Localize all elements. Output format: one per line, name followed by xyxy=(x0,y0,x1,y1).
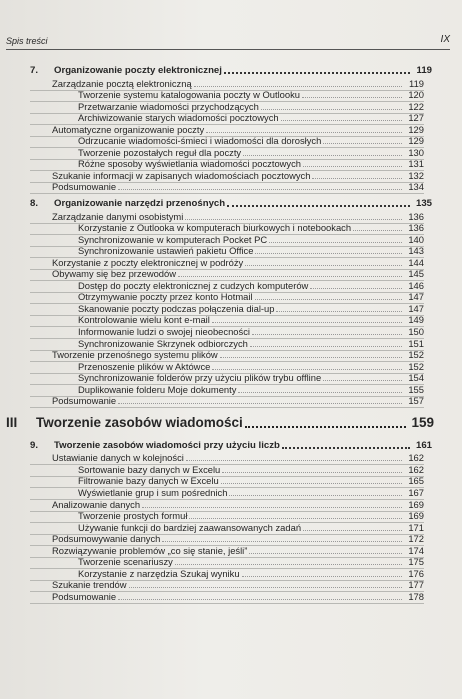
toc-entry xyxy=(30,180,424,194)
toc-number: III xyxy=(6,414,18,430)
toc-page-number: 120 xyxy=(408,89,424,101)
toc-title: Szukanie trendów xyxy=(52,579,127,591)
toc-title: Skanowanie poczty podczas połączenia dial-up xyxy=(78,302,275,314)
toc-title: Kontrolowanie wielu kont e-mail xyxy=(78,314,210,326)
dot-leader xyxy=(323,380,402,381)
toc-page-number: 155 xyxy=(408,383,424,395)
toc-chapter xyxy=(30,197,432,210)
dot-leader xyxy=(323,143,402,144)
dot-leader xyxy=(129,587,402,588)
toc-page-number: 162 xyxy=(408,452,424,464)
dot-leader xyxy=(302,97,402,98)
toc-page-number: 150 xyxy=(408,326,424,337)
toc-title: Wyświetlanie grup i sum pośrednich xyxy=(78,487,228,498)
toc-page-number: 174 xyxy=(408,544,424,556)
dot-leader xyxy=(353,230,402,231)
toc-page-number: 149 xyxy=(408,314,424,326)
toc-label xyxy=(30,440,280,452)
toc-page-number: 176 xyxy=(408,567,424,579)
toc-page-number: 136 xyxy=(408,210,424,222)
toc-page-number: 127 xyxy=(408,112,424,124)
toc-page-number: 143 xyxy=(408,245,424,257)
toc-page-number: 130 xyxy=(408,146,424,158)
dot-leader xyxy=(220,357,402,358)
dot-leader xyxy=(162,541,402,542)
toc-page-number: 135 xyxy=(415,198,432,209)
dot-leader xyxy=(303,530,402,531)
dot-leader xyxy=(222,472,402,473)
toc-page-number: 136 xyxy=(408,222,424,234)
toc-chapter xyxy=(30,64,432,77)
dot-leader xyxy=(281,120,402,121)
toc-title: Informowanie ludzi o swojej nieobecności xyxy=(78,326,250,337)
toc-label xyxy=(30,65,222,77)
toc-title: Podsumowanie xyxy=(52,395,117,407)
toc-entry xyxy=(30,394,424,408)
toc-title: Analizowanie danych xyxy=(52,498,141,510)
toc-page-number: 119 xyxy=(409,77,424,89)
toc-page-number: 132 xyxy=(408,169,424,181)
toc-page-number: 161 xyxy=(415,439,432,451)
toc-title: Tworzenie prostych formuł xyxy=(78,510,188,522)
dot-leader xyxy=(276,311,402,312)
dot-leader xyxy=(303,166,402,167)
page-header xyxy=(6,33,450,50)
page-number: IX xyxy=(440,34,450,45)
toc-page-number: 169 xyxy=(408,510,424,522)
toc-page-number: 131 xyxy=(408,158,424,170)
toc-page-number: 157 xyxy=(408,395,424,407)
dot-leader xyxy=(255,253,402,254)
toc-page-number: 165 xyxy=(408,475,424,487)
toc-page-number: 172 xyxy=(408,533,424,545)
toc-page-number: 119 xyxy=(416,65,432,76)
toc-title: Tworzenie scenariuszy xyxy=(78,556,173,568)
toc-title: Duplikowanie folderu Moje dokumenty xyxy=(78,383,237,395)
dot-leader xyxy=(245,265,402,266)
toc-page-number: 169 xyxy=(408,498,424,510)
dot-leader xyxy=(224,72,410,74)
dot-leader xyxy=(118,189,402,190)
toc-page-number: 167 xyxy=(408,487,424,498)
dot-leader xyxy=(178,276,402,277)
toc-title: Podsumowanie xyxy=(52,181,117,193)
toc-page-number: 140 xyxy=(408,233,424,245)
toc-page-number: 122 xyxy=(408,100,424,112)
toc-page-number: 145 xyxy=(408,268,424,280)
toc-title: Różne sposoby wyświetlania wiadomości pocztowych xyxy=(78,158,302,170)
toc-title: Organizowanie poczty elektronicznej xyxy=(54,65,222,76)
toc-title: Rozwiązywanie problemów „co się stanie, jeśli” xyxy=(52,544,248,556)
toc-page-number: 147 xyxy=(408,302,424,314)
dot-leader xyxy=(245,426,406,428)
toc-page-number: 147 xyxy=(408,291,424,303)
dot-leader xyxy=(118,403,402,404)
toc-title: Tworzenie zasobów wiadomości przy użyciu liczb xyxy=(54,439,280,451)
toc-title: Synchronizowanie Skrzynek odbiorczych xyxy=(78,337,248,349)
toc-title: Tworzenie pozostałych reguł dla poczty xyxy=(78,146,242,158)
toc-title: Zarządzanie danymi osobistymi xyxy=(52,210,184,222)
dot-leader xyxy=(312,178,402,179)
toc-chapter xyxy=(30,439,432,452)
toc-label xyxy=(30,395,116,407)
toc-number: 8. xyxy=(30,198,39,209)
toc-page-number: 171 xyxy=(408,521,424,533)
toc-title: Tworzenie systemu katalogowania poczty w Outlooku xyxy=(78,89,300,101)
toc-page-number: 178 xyxy=(408,590,424,602)
toc-title: Tworzenie zasobów wiadomości xyxy=(36,414,243,430)
toc-title: Dostęp do poczty elektronicznej z cudzych komputerów xyxy=(78,279,309,291)
dot-leader xyxy=(255,299,402,300)
toc-title: Synchronizowanie w komputerach Pocket PC xyxy=(78,233,268,245)
dot-leader xyxy=(189,518,402,519)
toc-page-number: 129 xyxy=(408,123,424,135)
toc-title: Sortowanie bazy danych w Excelu xyxy=(78,463,221,475)
toc-page-number: 175 xyxy=(408,556,424,568)
toc-title: Zarządzanie pocztą elektroniczną xyxy=(52,77,192,89)
toc-title: Przenoszenie plików w Aktówce xyxy=(78,360,211,372)
toc-label xyxy=(6,415,243,432)
toc-page-number: 144 xyxy=(408,256,424,268)
dot-leader xyxy=(252,334,402,335)
toc-label xyxy=(30,181,116,193)
running-title: Spis treści xyxy=(6,36,48,46)
dot-leader xyxy=(250,346,402,347)
dot-leader xyxy=(229,495,402,496)
toc-page-number: 151 xyxy=(408,337,424,349)
dot-leader xyxy=(243,155,402,156)
toc-number: 9. xyxy=(30,439,39,451)
dot-leader xyxy=(175,564,402,565)
toc-title: Korzystanie z poczty elektronicznej w podróży xyxy=(52,256,244,268)
dot-leader xyxy=(269,242,402,243)
toc-page-number: 177 xyxy=(408,579,424,591)
toc-title: Automatyczne organizowanie poczty xyxy=(52,123,205,135)
toc-title: Podsumowanie xyxy=(52,590,117,602)
toc-title: Szukanie informacji w zapisanych wiadomościach pocztowych xyxy=(52,169,311,181)
dot-leader xyxy=(238,392,402,393)
toc-title: Korzystanie z Outlooka w komputerach biurkowych i notebookach xyxy=(78,222,352,234)
toc-entry xyxy=(30,590,424,604)
dot-leader xyxy=(282,447,410,449)
dot-leader xyxy=(212,369,402,370)
dot-leader xyxy=(118,599,402,600)
toc-title: Tworzenie przenośnego systemu plików xyxy=(52,349,218,361)
toc-page-number: 134 xyxy=(408,181,424,193)
toc-page-number: 129 xyxy=(408,135,424,147)
toc-number: 7. xyxy=(30,65,39,76)
toc-page-number: 162 xyxy=(408,463,424,475)
dot-leader xyxy=(221,483,402,484)
toc-title: Odrzucanie wiadomości-śmieci i wiadomości dla dorosłych xyxy=(78,135,322,147)
dot-leader xyxy=(310,288,402,289)
toc-page-number: 152 xyxy=(408,349,424,361)
toc-title: Obywamy się bez przewodów xyxy=(52,268,177,280)
toc-label xyxy=(30,591,116,603)
dot-leader xyxy=(249,553,402,554)
toc-title: Synchronizowanie folderów przy użyciu plików trybu offline xyxy=(78,372,322,384)
toc-page-number: 152 xyxy=(408,360,424,372)
dot-leader xyxy=(206,132,402,133)
toc-title: Przetwarzanie wiadomości przychodzących xyxy=(78,100,259,112)
toc-part xyxy=(6,414,434,432)
toc-label xyxy=(30,198,225,210)
toc-page-number: 154 xyxy=(408,372,424,384)
toc-page-number: 146 xyxy=(408,279,424,291)
dot-leader xyxy=(194,86,402,87)
toc-page-number: 159 xyxy=(411,414,434,430)
toc-title: Archiwizowanie starych wiadomości pocztowych xyxy=(78,112,279,124)
toc-title: Synchronizowanie ustawień pakietu Office xyxy=(78,245,254,257)
dot-leader xyxy=(212,322,402,323)
dot-leader xyxy=(185,219,402,220)
toc-title: Korzystanie z narzędzia Szukaj wyniku xyxy=(78,567,240,579)
dot-leader xyxy=(227,205,410,207)
dot-leader xyxy=(142,507,402,508)
toc-title: Ustawianie danych w kolejności xyxy=(52,452,184,464)
dot-leader xyxy=(261,109,402,110)
dot-leader xyxy=(186,460,402,461)
toc-title: Filtrowanie bazy danych w Excelu xyxy=(78,475,219,487)
dot-leader xyxy=(242,576,402,577)
toc-title: Otrzymywanie poczty przez konto Hotmail xyxy=(78,291,253,303)
toc-title: Podsumowywanie danych xyxy=(52,533,161,545)
toc-title: Używanie funkcji do bardziej zaawansowanych zadań xyxy=(78,521,302,533)
toc-title: Organizowanie narzędzi przenośnych xyxy=(54,198,226,209)
